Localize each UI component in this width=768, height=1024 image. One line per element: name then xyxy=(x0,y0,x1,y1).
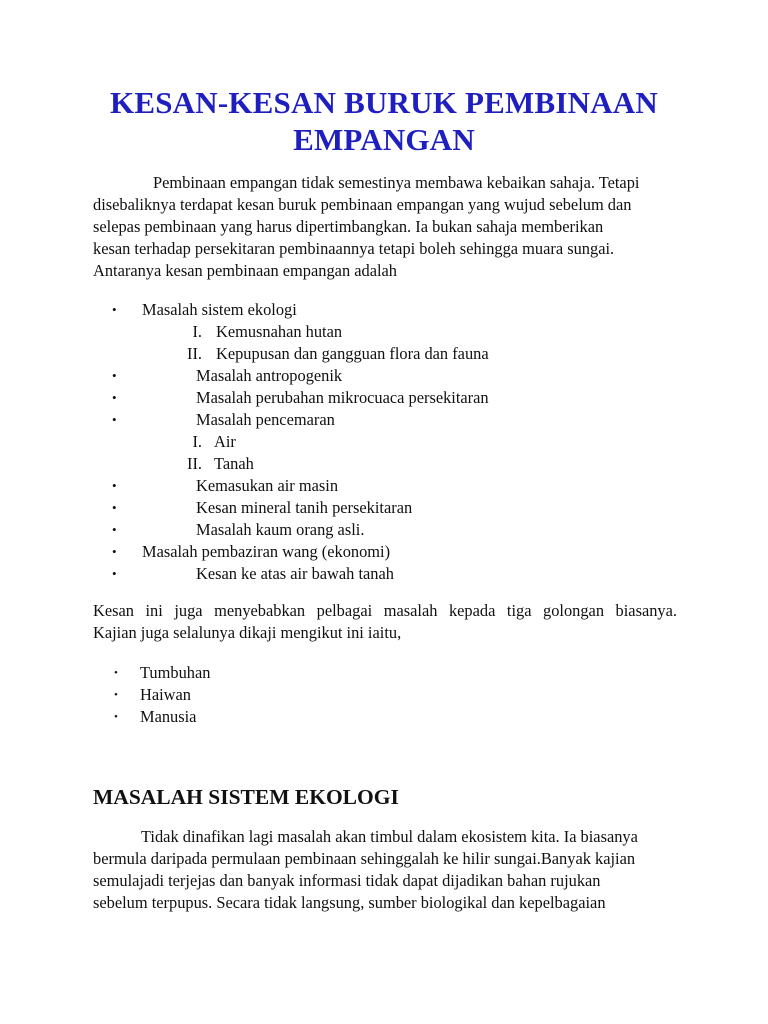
document-title-line-1: KESAN-KESAN BURUK PEMBINAAN xyxy=(110,85,658,120)
list-item-text: Tumbuhan xyxy=(140,663,211,682)
bullet-marker: • xyxy=(112,412,117,427)
roman-numeral-marker: I. xyxy=(192,322,202,341)
bullet-marker: • xyxy=(112,500,117,515)
intro-line: disebaliknya terdapat kesan buruk pembinaan empangan yang wujud sebelum dan xyxy=(93,195,632,214)
bullet-marker: • xyxy=(114,667,118,679)
list-item-text: Masalah antropogenik xyxy=(196,366,343,385)
roman-numeral-marker: II. xyxy=(186,344,202,363)
list-item-text: Kesan ke atas air bawah tanah xyxy=(196,564,394,583)
list-item-text: Masalah kaum orang asli. xyxy=(196,520,365,539)
bullet-marker: • xyxy=(112,390,117,405)
intro-line: kesan terhadap persekitaran pembinaannya tetapi boleh sehingga muara sungai. xyxy=(93,239,615,258)
intro-line: Antaranya kesan pembinaan empangan adalah xyxy=(93,261,398,280)
groups-paragraph xyxy=(93,600,677,644)
roman-numeral-marker: II. xyxy=(186,454,202,473)
paragraph-line: Kajian juga selalunya dikaji mengikut ini iaitu, xyxy=(93,623,402,642)
list-item-text: Masalah sistem ekologi xyxy=(142,300,297,319)
paragraph-line: Kesan ini juga menyebabkan pelbagai masalah kepada tiga golongan biasanya. xyxy=(93,601,677,620)
bullet-marker: • xyxy=(112,368,117,383)
list-item-text: Kesan mineral tanih persekitaran xyxy=(196,498,413,517)
bullet-marker: • xyxy=(114,711,118,723)
bullet-marker: • xyxy=(112,302,117,317)
paragraph-line: Tidak dinafikan lagi masalah akan timbul dalam ekosistem kita. Ia biasanya xyxy=(141,827,638,846)
bullet-marker: • xyxy=(112,566,117,581)
list-item-text: Masalah perubahan mikrocuaca persekitaran xyxy=(196,388,489,407)
list-item-text: Masalah pembaziran wang (ekonomi) xyxy=(142,542,391,561)
list-item-text: Masalah pencemaran xyxy=(196,410,335,429)
section-heading: MASALAH SISTEM EKOLOGI xyxy=(93,785,399,809)
list-item-text: Kemusnahan hutan xyxy=(216,322,343,341)
section-paragraph xyxy=(93,826,677,914)
paragraph-line: semulajadi terjejas dan banyak informasi tidak dapat dijadikan bahan rujukan xyxy=(93,871,601,890)
paragraph-line: bermula daripada permulaan pembinaan sehinggalah ke hilir sungai.Banyak kajian xyxy=(93,849,636,868)
list-item-text: Tanah xyxy=(214,454,254,473)
bullet-marker: • xyxy=(114,689,118,701)
bullet-marker: • xyxy=(112,522,117,537)
list-item-text: Manusia xyxy=(140,707,197,726)
roman-numeral-marker: I. xyxy=(192,432,202,451)
list-item-text: Kepupusan dan gangguan flora dan fauna xyxy=(216,344,489,363)
paragraph-line: sebelum terpupus. Secara tidak langsung, sumber biologikal dan kepelbagaian xyxy=(93,893,606,912)
bullet-marker: • xyxy=(112,478,117,493)
list-item-text: Kemasukan air masin xyxy=(196,476,339,495)
document-title xyxy=(60,84,708,158)
intro-paragraph xyxy=(93,172,677,282)
document-title-line-2: EMPANGAN xyxy=(293,122,475,157)
list-item-text: Haiwan xyxy=(140,685,191,704)
list-item-text: Air xyxy=(214,432,236,451)
intro-line: selepas pembinaan yang harus dipertimbangkan. Ia bukan sahaja memberikan xyxy=(93,217,604,236)
intro-line: Pembinaan empangan tidak semestinya membawa kebaikan sahaja. Tetapi xyxy=(153,173,640,192)
bullet-marker: • xyxy=(112,544,117,559)
